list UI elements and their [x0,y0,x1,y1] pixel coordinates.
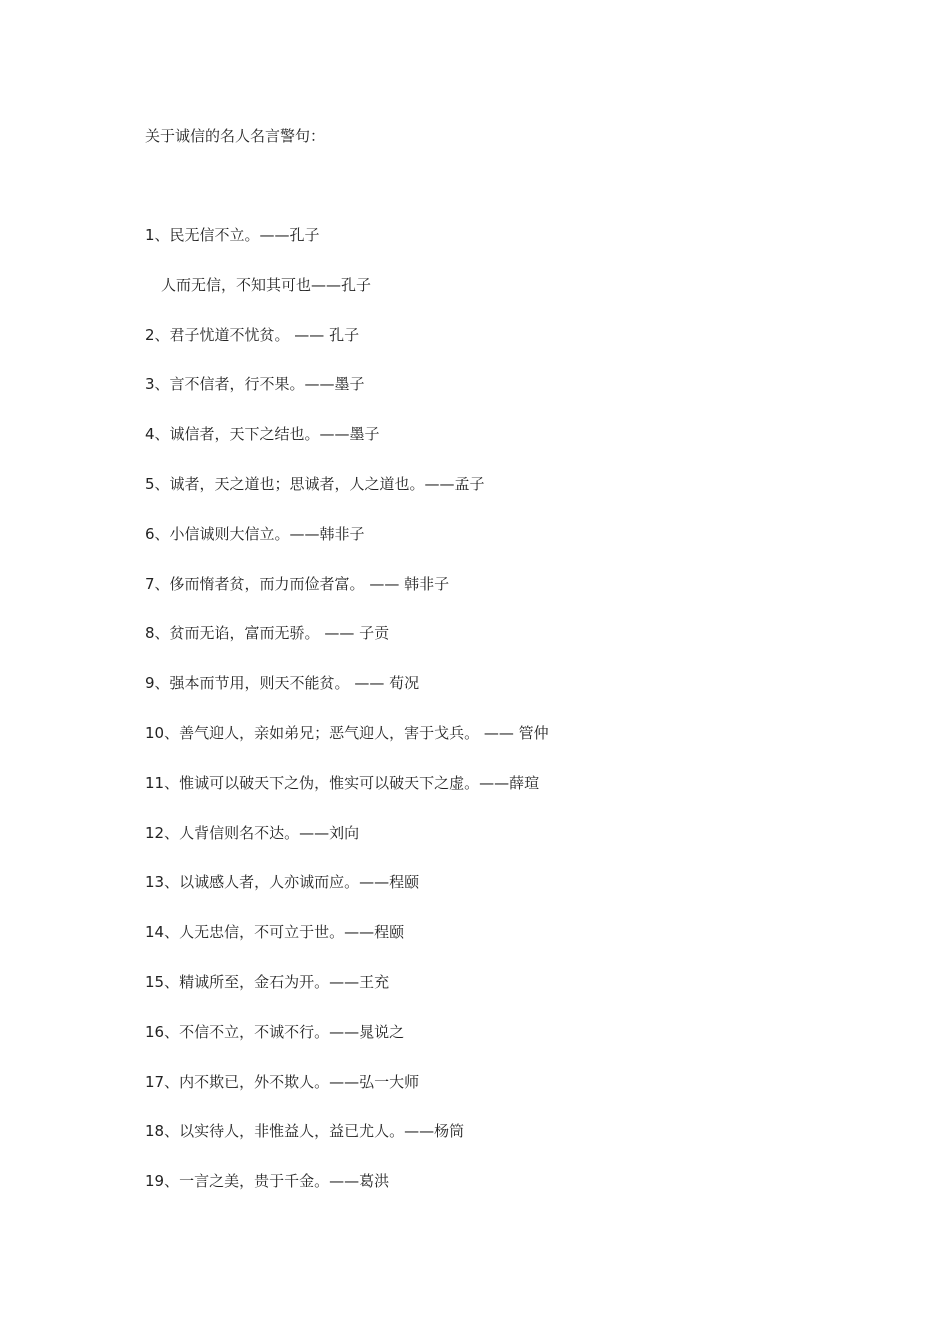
quote-item-8: 8、贫而无谄，富而无骄。 —— 子贡 [145,624,390,643]
quote-item-1-continuation: 人而无信，不知其可也——孔子 [161,275,372,294]
quote-item-18: 18、以实待人，非惟益人，益已尤人。——杨筒 [145,1122,465,1141]
quote-item-5: 5、诚者，天之道也；思诚者，人之道也。——孟子 [145,474,485,493]
quote-item-16: 16、不信不立，不诚不行。——晁说之 [145,1022,405,1041]
quote-item-2: 2、君子忧道不忧贫。 —— 孔子 [145,325,360,344]
quote-item-4: 4、诚信者，天下之结也。——墨子 [145,425,380,444]
quote-item-9: 9、强本而节用，则天不能贫。 —— 荀况 [145,674,420,693]
quote-item-14: 14、人无忠信，不可立于世。——程颐 [145,923,405,942]
quote-list [145,225,549,1221]
quote-item-7: 7、侈而惰者贫，而力而俭者富。 —— 韩非子 [145,574,450,593]
quote-item-19: 19、一言之美，贵于千金。——葛洪 [145,1172,390,1191]
quote-item-11: 11、惟诚可以破天下之伪，惟实可以破天下之虚。——薛瑄 [145,773,540,792]
quote-item-17: 17、内不欺已，外不欺人。——弘一大师 [145,1072,420,1091]
quote-item-13: 13、以诚感人者，人亦诚而应。——程颐 [145,873,420,892]
quote-item-15: 15、精诚所至，金石为开。——王充 [145,972,390,991]
document-heading: 关于诚信的名人名言警句： [145,127,326,145]
quote-item-10: 10、善气迎人，亲如弟兄；恶气迎人，害于戈兵。 —— 管仲 [145,723,549,742]
quote-item-1: 1、民无信不立。——孔子 [145,226,320,244]
quote-item-3: 3、言不信者，行不果。——墨子 [145,375,365,394]
quote-item-12: 12、人背信则名不达。——刘向 [145,823,360,842]
quote-item-6: 6、小信诚则大信立。——韩非子 [145,524,365,543]
